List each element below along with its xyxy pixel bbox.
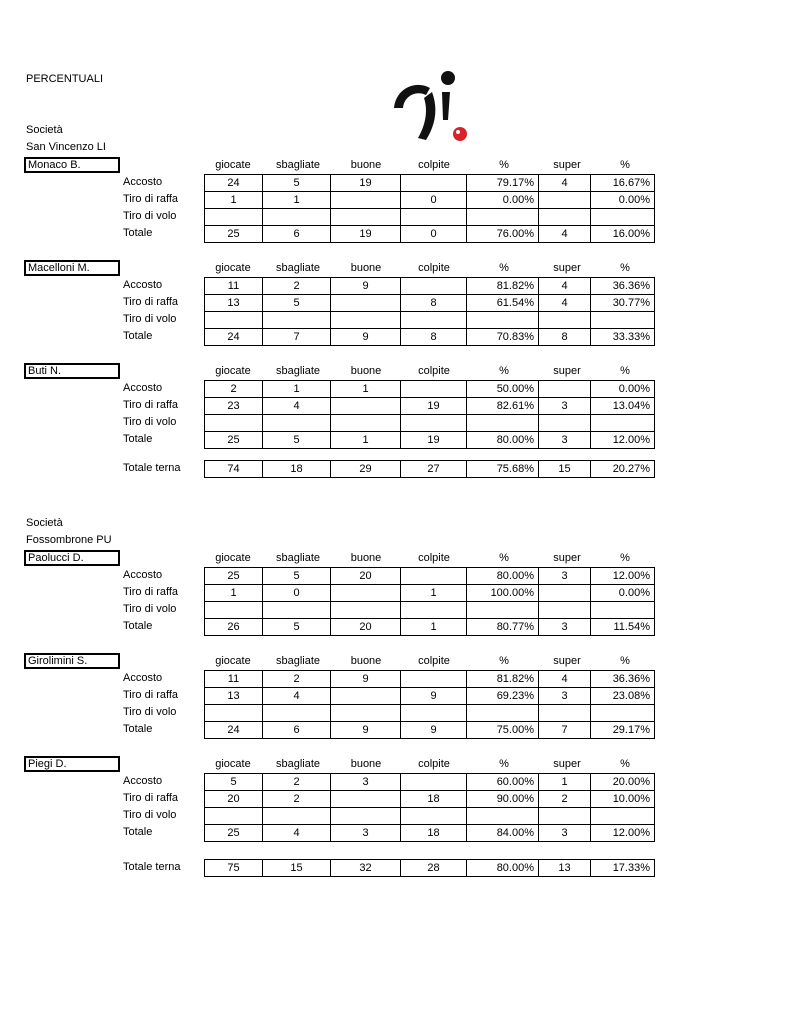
table-cell: 8 bbox=[401, 295, 467, 312]
table-cell bbox=[539, 585, 591, 602]
player-name: Girolimini S. bbox=[24, 653, 120, 669]
column-header: buone bbox=[350, 552, 382, 564]
table-row bbox=[205, 791, 655, 808]
table-cell: 11 bbox=[205, 671, 263, 688]
table-cell: 9 bbox=[401, 722, 467, 739]
table-cell: 13 bbox=[205, 295, 263, 312]
table-row bbox=[205, 381, 655, 398]
table-cell bbox=[401, 705, 467, 722]
column-header: super bbox=[553, 159, 581, 171]
table-cell: 19 bbox=[401, 432, 467, 449]
column-header: buone bbox=[350, 758, 382, 770]
table-row bbox=[205, 705, 655, 722]
table-cell: 50.00% bbox=[467, 381, 539, 398]
table-row bbox=[205, 585, 655, 602]
table-cell: 7 bbox=[539, 722, 591, 739]
table-cell: 1 bbox=[539, 774, 591, 791]
table-cell bbox=[591, 602, 655, 619]
table-cell: 90.00% bbox=[467, 791, 539, 808]
table-cell: 1 bbox=[205, 192, 263, 209]
table-cell bbox=[539, 312, 591, 329]
table-cell: 4 bbox=[263, 398, 331, 415]
table-cell: 5 bbox=[263, 295, 331, 312]
table-cell bbox=[591, 808, 655, 825]
table-cell: 69.23% bbox=[467, 688, 539, 705]
table-cell: 82.61% bbox=[467, 398, 539, 415]
table-cell bbox=[467, 705, 539, 722]
totale-terna-table bbox=[204, 859, 655, 877]
table-cell: 13 bbox=[205, 688, 263, 705]
column-header: giocate bbox=[215, 262, 251, 274]
player-stats-table bbox=[204, 174, 655, 243]
row-label: Tiro di raffa bbox=[123, 399, 179, 411]
table-cell bbox=[539, 415, 591, 432]
column-header: sbagliate bbox=[275, 655, 321, 667]
table-cell: 12.00% bbox=[591, 825, 655, 842]
table-cell: 2 bbox=[263, 278, 331, 295]
row-label: Tiro di raffa bbox=[123, 193, 179, 205]
club-name: Fossombrone PU bbox=[26, 534, 112, 546]
column-header: % bbox=[620, 159, 630, 171]
column-header: % bbox=[620, 262, 630, 274]
table-cell bbox=[467, 312, 539, 329]
table-cell: 4 bbox=[539, 671, 591, 688]
table-row bbox=[205, 774, 655, 791]
column-header: colpite bbox=[418, 262, 450, 274]
table-cell bbox=[591, 705, 655, 722]
table-cell bbox=[205, 705, 263, 722]
table-cell bbox=[539, 192, 591, 209]
table-cell: 1 bbox=[401, 585, 467, 602]
table-cell: 18 bbox=[401, 825, 467, 842]
row-label: Accosto bbox=[123, 775, 163, 787]
column-header: sbagliate bbox=[275, 159, 321, 171]
table-cell bbox=[205, 808, 263, 825]
table-cell: 18 bbox=[401, 791, 467, 808]
table-row bbox=[205, 329, 655, 346]
table-cell: 3 bbox=[539, 432, 591, 449]
table-cell: 79.17% bbox=[467, 175, 539, 192]
table-row bbox=[205, 226, 655, 243]
column-header: super bbox=[553, 655, 581, 667]
table-cell: 25 bbox=[205, 226, 263, 243]
club-label: Società bbox=[26, 124, 63, 136]
table-cell: 5 bbox=[263, 568, 331, 585]
table-cell: 20.27% bbox=[591, 461, 655, 478]
column-header: % bbox=[499, 758, 509, 770]
column-header: buone bbox=[350, 159, 382, 171]
table-cell: 76.00% bbox=[467, 226, 539, 243]
table-row bbox=[205, 295, 655, 312]
column-header: buone bbox=[350, 655, 382, 667]
table-cell: 0 bbox=[263, 585, 331, 602]
table-cell: 32 bbox=[331, 860, 401, 877]
table-cell: 81.82% bbox=[467, 671, 539, 688]
column-header: sbagliate bbox=[275, 758, 321, 770]
table-cell: 25 bbox=[205, 568, 263, 585]
table-cell: 13.04% bbox=[591, 398, 655, 415]
table-cell: 27 bbox=[401, 461, 467, 478]
table-cell bbox=[401, 278, 467, 295]
column-header: % bbox=[499, 159, 509, 171]
table-row bbox=[205, 825, 655, 842]
table-cell: 8 bbox=[539, 329, 591, 346]
table-cell: 1 bbox=[205, 585, 263, 602]
table-cell: 29.17% bbox=[591, 722, 655, 739]
table-cell bbox=[401, 381, 467, 398]
table-cell: 2 bbox=[205, 381, 263, 398]
table-cell bbox=[331, 705, 401, 722]
table-cell: 19 bbox=[331, 226, 401, 243]
column-header: giocate bbox=[215, 159, 251, 171]
table-row bbox=[205, 312, 655, 329]
table-row bbox=[205, 619, 655, 636]
table-cell: 5 bbox=[263, 175, 331, 192]
row-label: Totale bbox=[123, 330, 153, 342]
table-cell: 75.68% bbox=[467, 461, 539, 478]
table-cell: 9 bbox=[401, 688, 467, 705]
table-cell: 23.08% bbox=[591, 688, 655, 705]
table-cell: 1 bbox=[263, 192, 331, 209]
column-header: % bbox=[499, 365, 509, 377]
table-cell bbox=[591, 415, 655, 432]
table-cell: 61.54% bbox=[467, 295, 539, 312]
table-cell: 9 bbox=[331, 329, 401, 346]
row-label: Tiro di volo bbox=[123, 809, 177, 821]
player-stats-table bbox=[204, 670, 655, 739]
column-header: giocate bbox=[215, 655, 251, 667]
table-cell bbox=[263, 705, 331, 722]
row-label: Tiro di raffa bbox=[123, 296, 179, 308]
column-header: colpite bbox=[418, 655, 450, 667]
table-cell bbox=[539, 705, 591, 722]
totale-terna-label: Totale terna bbox=[123, 861, 181, 873]
table-row bbox=[205, 461, 655, 478]
row-label: Tiro di volo bbox=[123, 603, 177, 615]
table-cell bbox=[205, 602, 263, 619]
table-cell: 28 bbox=[401, 860, 467, 877]
row-label: Accosto bbox=[123, 279, 163, 291]
row-label: Tiro di volo bbox=[123, 416, 177, 428]
table-cell: 23 bbox=[205, 398, 263, 415]
column-header: colpite bbox=[418, 758, 450, 770]
club-name: San Vincenzo LI bbox=[26, 141, 106, 153]
row-label: Totale bbox=[123, 826, 153, 838]
column-header: giocate bbox=[215, 552, 251, 564]
table-cell: 19 bbox=[331, 175, 401, 192]
table-cell: 13 bbox=[539, 860, 591, 877]
table-cell bbox=[331, 585, 401, 602]
table-cell: 29 bbox=[331, 461, 401, 478]
table-cell: 84.00% bbox=[467, 825, 539, 842]
table-cell: 80.00% bbox=[467, 432, 539, 449]
column-header: % bbox=[620, 655, 630, 667]
player-name: Piegi D. bbox=[24, 756, 120, 772]
table-cell bbox=[467, 808, 539, 825]
table-cell: 80.00% bbox=[467, 860, 539, 877]
table-cell: 1 bbox=[263, 381, 331, 398]
table-cell bbox=[331, 398, 401, 415]
player-stats-table bbox=[204, 380, 655, 449]
page-title: PERCENTUALI bbox=[26, 73, 104, 85]
table-cell bbox=[263, 808, 331, 825]
table-cell bbox=[539, 808, 591, 825]
table-cell bbox=[331, 209, 401, 226]
table-row bbox=[205, 722, 655, 739]
table-cell: 19 bbox=[401, 398, 467, 415]
row-label: Totale bbox=[123, 723, 153, 735]
table-cell bbox=[331, 415, 401, 432]
table-cell: 15 bbox=[263, 860, 331, 877]
table-cell: 80.77% bbox=[467, 619, 539, 636]
player-name: Macelloni M. bbox=[24, 260, 120, 276]
column-header: % bbox=[499, 552, 509, 564]
table-cell: 18 bbox=[263, 461, 331, 478]
totale-terna-label: Totale terna bbox=[123, 462, 181, 474]
column-header: buone bbox=[350, 365, 382, 377]
table-cell: 16.00% bbox=[591, 226, 655, 243]
table-cell: 11 bbox=[205, 278, 263, 295]
table-cell: 9 bbox=[331, 671, 401, 688]
table-cell bbox=[539, 209, 591, 226]
table-cell bbox=[401, 808, 467, 825]
table-cell bbox=[467, 209, 539, 226]
column-header: sbagliate bbox=[275, 365, 321, 377]
column-header: % bbox=[620, 758, 630, 770]
table-cell: 4 bbox=[539, 175, 591, 192]
table-cell bbox=[331, 791, 401, 808]
column-header: colpite bbox=[418, 552, 450, 564]
table-cell: 20 bbox=[331, 619, 401, 636]
table-cell: 1 bbox=[401, 619, 467, 636]
table-cell: 1 bbox=[331, 432, 401, 449]
table-cell bbox=[591, 312, 655, 329]
table-cell bbox=[539, 602, 591, 619]
table-cell bbox=[467, 602, 539, 619]
column-header: super bbox=[553, 758, 581, 770]
table-cell bbox=[331, 295, 401, 312]
row-label: Tiro di raffa bbox=[123, 792, 179, 804]
table-row bbox=[205, 568, 655, 585]
table-cell: 6 bbox=[263, 722, 331, 739]
totale-terna-table bbox=[204, 460, 655, 478]
table-row bbox=[205, 808, 655, 825]
table-cell: 33.33% bbox=[591, 329, 655, 346]
table-cell: 15 bbox=[539, 461, 591, 478]
row-label: Totale bbox=[123, 433, 153, 445]
column-header: super bbox=[553, 365, 581, 377]
bocce-player-icon bbox=[386, 68, 476, 146]
table-cell: 20.00% bbox=[591, 774, 655, 791]
column-header: super bbox=[553, 262, 581, 274]
table-cell: 2 bbox=[263, 791, 331, 808]
table-cell: 36.36% bbox=[591, 278, 655, 295]
table-row bbox=[205, 209, 655, 226]
table-cell bbox=[401, 671, 467, 688]
table-cell: 80.00% bbox=[467, 568, 539, 585]
column-header: % bbox=[620, 552, 630, 564]
table-cell bbox=[331, 192, 401, 209]
row-label: Totale bbox=[123, 227, 153, 239]
table-cell: 5 bbox=[263, 432, 331, 449]
table-cell bbox=[401, 175, 467, 192]
table-cell: 75.00% bbox=[467, 722, 539, 739]
player-stats-table bbox=[204, 277, 655, 346]
player-name: Monaco B. bbox=[24, 157, 120, 173]
table-cell: 3 bbox=[539, 619, 591, 636]
table-cell: 8 bbox=[401, 329, 467, 346]
table-cell bbox=[401, 209, 467, 226]
table-row bbox=[205, 192, 655, 209]
table-row bbox=[205, 860, 655, 877]
table-cell: 3 bbox=[539, 568, 591, 585]
table-cell: 1 bbox=[331, 381, 401, 398]
row-label: Accosto bbox=[123, 176, 163, 188]
table-cell: 4 bbox=[263, 825, 331, 842]
table-cell: 4 bbox=[263, 688, 331, 705]
table-cell: 12.00% bbox=[591, 432, 655, 449]
table-cell: 11.54% bbox=[591, 619, 655, 636]
table-row bbox=[205, 398, 655, 415]
table-cell: 12.00% bbox=[591, 568, 655, 585]
table-row bbox=[205, 432, 655, 449]
table-cell: 10.00% bbox=[591, 791, 655, 808]
table-cell: 24 bbox=[205, 722, 263, 739]
table-cell: 5 bbox=[205, 774, 263, 791]
table-cell: 20 bbox=[205, 791, 263, 808]
player-stats-table bbox=[204, 567, 655, 636]
column-header: giocate bbox=[215, 758, 251, 770]
table-row bbox=[205, 278, 655, 295]
row-label: Tiro di raffa bbox=[123, 586, 179, 598]
table-cell: 3 bbox=[331, 825, 401, 842]
table-cell bbox=[591, 209, 655, 226]
table-cell: 24 bbox=[205, 175, 263, 192]
row-label: Accosto bbox=[123, 672, 163, 684]
table-cell bbox=[263, 602, 331, 619]
table-cell: 20 bbox=[331, 568, 401, 585]
row-label: Accosto bbox=[123, 382, 163, 394]
table-cell: 0.00% bbox=[467, 192, 539, 209]
table-cell bbox=[401, 602, 467, 619]
table-cell bbox=[263, 415, 331, 432]
club-label: Società bbox=[26, 517, 63, 529]
table-cell: 0.00% bbox=[591, 585, 655, 602]
row-label: Tiro di volo bbox=[123, 706, 177, 718]
table-cell: 36.36% bbox=[591, 671, 655, 688]
table-cell: 100.00% bbox=[467, 585, 539, 602]
table-cell: 16.67% bbox=[591, 175, 655, 192]
row-label: Tiro di volo bbox=[123, 210, 177, 222]
table-cell: 70.83% bbox=[467, 329, 539, 346]
table-cell: 4 bbox=[539, 278, 591, 295]
player-name: Buti N. bbox=[24, 363, 120, 379]
table-cell bbox=[331, 688, 401, 705]
row-label: Tiro di volo bbox=[123, 313, 177, 325]
table-row bbox=[205, 415, 655, 432]
table-cell: 9 bbox=[331, 278, 401, 295]
table-cell: 4 bbox=[539, 226, 591, 243]
table-cell: 2 bbox=[263, 774, 331, 791]
table-cell bbox=[467, 415, 539, 432]
column-header: % bbox=[499, 262, 509, 274]
table-cell: 74 bbox=[205, 461, 263, 478]
table-cell bbox=[331, 808, 401, 825]
column-header: colpite bbox=[418, 159, 450, 171]
table-cell bbox=[205, 415, 263, 432]
table-cell: 5 bbox=[263, 619, 331, 636]
table-cell: 81.82% bbox=[467, 278, 539, 295]
table-cell bbox=[401, 415, 467, 432]
table-cell: 26 bbox=[205, 619, 263, 636]
table-cell: 3 bbox=[539, 825, 591, 842]
column-header: buone bbox=[350, 262, 382, 274]
table-cell: 75 bbox=[205, 860, 263, 877]
table-cell bbox=[401, 774, 467, 791]
table-cell: 6 bbox=[263, 226, 331, 243]
table-cell: 24 bbox=[205, 329, 263, 346]
table-cell: 2 bbox=[539, 791, 591, 808]
table-cell: 3 bbox=[539, 398, 591, 415]
table-cell bbox=[205, 312, 263, 329]
table-cell: 0.00% bbox=[591, 381, 655, 398]
row-label: Tiro di raffa bbox=[123, 689, 179, 701]
table-cell: 30.77% bbox=[591, 295, 655, 312]
table-cell: 0 bbox=[401, 226, 467, 243]
table-cell bbox=[331, 312, 401, 329]
table-cell: 2 bbox=[263, 671, 331, 688]
table-row bbox=[205, 688, 655, 705]
table-row bbox=[205, 671, 655, 688]
player-name: Paolucci D. bbox=[24, 550, 120, 566]
table-cell: 60.00% bbox=[467, 774, 539, 791]
table-cell: 17.33% bbox=[591, 860, 655, 877]
table-cell bbox=[539, 381, 591, 398]
table-cell bbox=[401, 568, 467, 585]
table-cell: 4 bbox=[539, 295, 591, 312]
table-cell: 3 bbox=[331, 774, 401, 791]
table-cell bbox=[205, 209, 263, 226]
table-row bbox=[205, 175, 655, 192]
table-cell bbox=[263, 312, 331, 329]
table-cell bbox=[331, 602, 401, 619]
column-header: colpite bbox=[418, 365, 450, 377]
column-header: % bbox=[499, 655, 509, 667]
column-header: % bbox=[620, 365, 630, 377]
column-header: sbagliate bbox=[275, 552, 321, 564]
table-cell: 9 bbox=[331, 722, 401, 739]
table-cell: 7 bbox=[263, 329, 331, 346]
table-cell: 0 bbox=[401, 192, 467, 209]
table-cell: 0.00% bbox=[591, 192, 655, 209]
table-cell bbox=[263, 209, 331, 226]
table-cell: 25 bbox=[205, 432, 263, 449]
column-header: giocate bbox=[215, 365, 251, 377]
table-cell: 3 bbox=[539, 688, 591, 705]
player-stats-table bbox=[204, 773, 655, 842]
column-header: super bbox=[553, 552, 581, 564]
row-label: Accosto bbox=[123, 569, 163, 581]
table-cell bbox=[401, 312, 467, 329]
table-cell: 25 bbox=[205, 825, 263, 842]
row-label: Totale bbox=[123, 620, 153, 632]
column-header: sbagliate bbox=[275, 262, 321, 274]
table-row bbox=[205, 602, 655, 619]
